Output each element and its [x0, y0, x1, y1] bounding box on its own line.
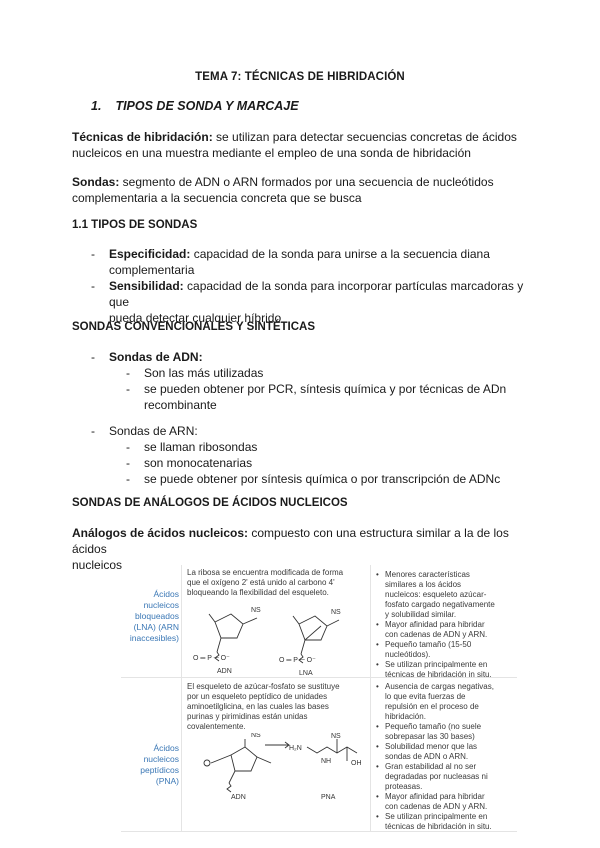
chem-label: OH — [351, 760, 362, 767]
chem-label: O ═ P ─ O⁻ — [193, 655, 230, 662]
list-item: • Se utilizan principalmente en técnicas de hibridación in situ. — [376, 660, 516, 680]
list-item: • Menores características similares a los ácidos nucleicos: esqueleto azúcar- fosfato cargado negativamente y solubilidad similar. — [376, 570, 516, 620]
paragraph-analogos: Análogos de ácidos nucleicos: compuesto con una estructura similar a la de los ácidos nucleicos — [72, 526, 509, 572]
chem-label: NS — [251, 607, 261, 614]
page-title: TEMA 7: TÉCNICAS DE HIBRIDACIÓN — [195, 71, 405, 83]
list-arn-label — [91, 423, 198, 439]
row-bullets-pna — [376, 682, 516, 832]
chem-label: NS — [251, 733, 261, 739]
list-item: - Sensibilidad: capacidad de la sonda para incorporar partículas marcadoras y que pueda detectar cualquier híbrido — [91, 278, 541, 326]
list-item: • Solubilidad menor que las sondas de ADN o ARN. — [376, 742, 516, 762]
paragraph-tecnicas: Técnicas de hibridación: se utilizan para detectar secuencias concretas de ácidos nucleicos en una muestra mediante el empleo de una sonda de hibridación — [72, 130, 517, 160]
list-item: • Pequeño tamaño (15-50 nucleótidos). — [376, 640, 516, 660]
chem-label: H₂N — [289, 745, 302, 752]
row-label-lna: Ácidos nucleicos bloqueados (LNA) (ARN inaccesibles) — [129, 589, 179, 643]
heading-analogos: SONDAS DE ANÁLOGOS DE ÁCIDOS NUCLEICOS — [72, 497, 348, 509]
row-label-pna: Ácidos nucleicos peptídicos (PNA) — [140, 743, 179, 786]
row-bullets-lna — [376, 570, 516, 680]
chem-label: NS — [331, 609, 341, 616]
list-item: - son monocatenarias — [126, 455, 546, 471]
lna-structure-diagram — [187, 600, 367, 676]
list-item: • Mayor afinidad para hibridar con cadenas de ADN y ARN. — [376, 792, 516, 812]
list-item: • Mayor afinidad para hibridar con cadenas de ADN y ARN. — [376, 620, 516, 640]
section-heading: 1. TIPOS DE SONDA Y MARCAJE — [91, 99, 299, 113]
chem-label: O ═ P ─ O⁻ — [279, 657, 316, 664]
list-item: • Se utilizan principalmente en técnicas de hibridación in situ. — [376, 812, 516, 832]
list-item: - se pueden obtener por PCR, síntesis química y por técnicas de ADn recombinante — [126, 381, 546, 413]
chem-caption: ADN — [217, 668, 232, 675]
chem-label: NH — [321, 758, 332, 765]
list-item: - Son las más utilizadas — [126, 365, 546, 381]
chem-caption: PNA — [321, 794, 336, 801]
chem-label: NS — [331, 733, 341, 740]
pna-structure-diagram — [161, 733, 371, 801]
list-item: - Sondas de ARN: — [91, 423, 198, 439]
list-item: - se puede obtener por síntesis química o por transcripción de ADNc — [126, 471, 546, 487]
list-item: - Sondas de ADN: — [91, 349, 203, 365]
heading-tipos-sondas: 1.1 TIPOS DE SONDAS — [72, 219, 198, 231]
row-desc-lna: La ribosa se encuentra modificada de forma que el oxígeno 2' está unido al carbono 4' bloqueando la flexibilidad del esqueleto. — [187, 568, 344, 597]
heading-convencionales: SONDAS CONVENCIONALES Y SINTÉTICAS — [72, 321, 316, 333]
list-item: - se llaman ribosondas — [126, 439, 546, 455]
list-arn — [126, 439, 546, 487]
chem-caption: LNA — [299, 670, 313, 676]
chem-caption: ADN — [231, 794, 246, 801]
list-item: - Especificidad: capacidad de la sonda para unirse a la secuencia diana complementaria — [91, 246, 541, 278]
row-desc-pna: El esqueleto de azúcar-fosfato se sustituye por un esqueleto peptídico de unidades aminoetilglicina, en las cuales las bases purinas y pirimidinas están unidas covalentemente. — [187, 682, 340, 731]
list-item: • Gran estabilidad al no ser degradadas por nucleasas ni proteasas. — [376, 762, 516, 792]
list-tipos — [91, 246, 541, 326]
list-item: • Pequeño tamaño (no suele sobrepasar las 30 bases) — [376, 722, 516, 742]
list-adn — [126, 365, 546, 413]
paragraph-sondas: Sondas: segmento de ADN o ARN formados por una secuencia de nucleótidos complementaria a la secuencia concreta que se busca — [72, 175, 494, 205]
list-adn-label — [91, 349, 203, 365]
list-item: • Ausencia de cargas negativas, lo que evita fuerzas de repulsión en el proceso de hibridación. — [376, 682, 516, 722]
analogos-table — [121, 565, 517, 832]
